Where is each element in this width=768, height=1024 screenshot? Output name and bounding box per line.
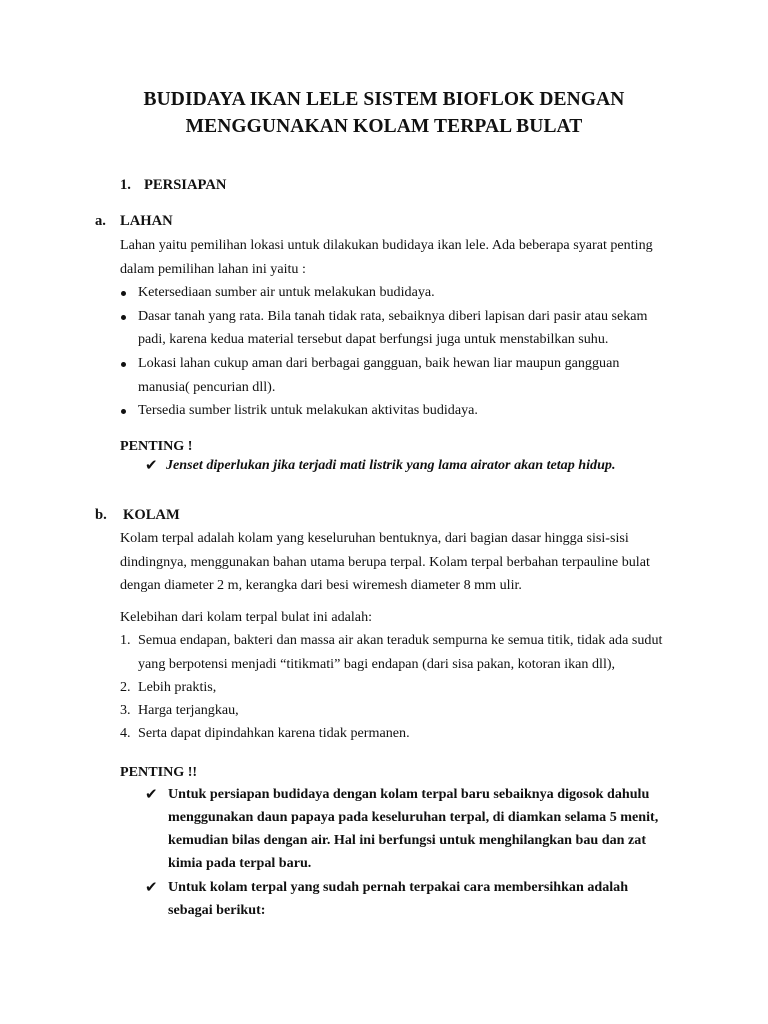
kolam-check-1-line-4: kimia pada terpal baru. xyxy=(168,855,312,871)
bullet-dot xyxy=(121,362,126,367)
kolam-note-heading: PENTING !! xyxy=(120,764,198,780)
subsection-marker-a: a. xyxy=(95,213,106,229)
kolam-para-line-2: dindingnya, menggunakan bahan utama berupa terpal. Kolam terpal berbahan terpauline bulat xyxy=(120,554,650,570)
kolam-check-2-line-2: sebagai berikut: xyxy=(168,902,266,918)
kolam-check-2-line-1: Untuk kolam terpal yang sudah pernah terpakai cara membersihkan adalah xyxy=(168,879,629,895)
lahan-bullet-4: Tersedia sumber listrik untuk melakukan aktivitas budidaya. xyxy=(138,402,478,418)
advantage-2: Lebih praktis, xyxy=(138,679,217,695)
kolam-para-line-1: Kolam terpal adalah kolam yang keseluruhan bentuknya, dari bagian dasar hingga sisi-sisi xyxy=(120,530,629,546)
advantage-4: Serta dapat dipindahkan karena tidak permanen. xyxy=(138,725,410,741)
advantage-1-line-1: Semua endapan, bakteri dan massa air akan teraduk sempurna ke semua titik, tidak ada sudut xyxy=(138,632,663,648)
subsection-heading-lahan: LAHAN xyxy=(120,213,173,229)
bullet-dot xyxy=(121,315,126,320)
section-heading: PERSIAPAN xyxy=(144,177,227,193)
kolam-advantages-intro: Kelebihan dari kolam terpal bulat ini adalah: xyxy=(120,609,373,625)
lahan-note-heading: PENTING ! xyxy=(120,438,193,454)
kolam-para-line-3: dengan diameter 2 m, kerangka dari besi wiremesh diameter 8 mm ulir. xyxy=(120,577,522,593)
section-number: 1. xyxy=(120,177,131,193)
subsection-marker-b: b. xyxy=(95,507,107,523)
lahan-intro-line-1: Lahan yaitu pemilihan lokasi untuk dilakukan budidaya ikan lele. Ada beberapa syarat penting xyxy=(120,237,653,253)
document-title-line-2: MENGGUNAKAN KOLAM TERPAL BULAT xyxy=(185,116,583,137)
bullet-dot xyxy=(121,291,126,296)
document-title-line-1: BUDIDAYA IKAN LELE SISTEM BIOFLOK DENGAN xyxy=(143,89,625,110)
kolam-check-1-line-3: kemudian bilas dengan air. Hal ini berfungsi untuk menghilangkan bau dan zat xyxy=(168,832,647,848)
lahan-intro-line-2: dalam pemilihan lahan ini yaitu : xyxy=(120,261,306,277)
bullet-dot xyxy=(121,409,126,414)
advantage-number: 3. xyxy=(120,702,131,718)
advantage-number: 2. xyxy=(120,679,131,695)
checkmark-icon: ✔ xyxy=(145,456,158,474)
checkmark-icon: ✔ xyxy=(145,878,158,896)
lahan-bullet-2-line-1: Dasar tanah yang rata. Bila tanah tidak rata, sebaiknya diberi lapisan dari pasir atau sekam xyxy=(138,308,648,324)
lahan-bullet-1: Ketersediaan sumber air untuk melakukan budidaya. xyxy=(138,284,435,300)
lahan-note-check: Jenset diperlukan jika terjadi mati listrik yang lama airator akan tetap hidup. xyxy=(166,457,616,473)
subsection-heading-kolam: KOLAM xyxy=(123,507,180,523)
advantage-1-line-2: yang berpotensi menjadi “titikmati” bagi endapan (dari sisa pakan, kotoran ikan dll), xyxy=(138,656,616,672)
lahan-bullet-3-line-1: Lokasi lahan cukup aman dari berbagai gangguan, baik hewan liar maupun gangguan xyxy=(138,355,620,371)
lahan-bullet-3-line-2: manusia( pencurian dll). xyxy=(138,379,276,395)
checkmark-icon: ✔ xyxy=(145,785,158,803)
kolam-check-1-line-2: menggunakan daun papaya pada keseluruhan terpal, di diamkan selama 5 menit, xyxy=(168,809,659,825)
advantage-3: Harga terjangkau, xyxy=(138,702,239,718)
advantage-number: 1. xyxy=(120,632,131,648)
advantage-number: 4. xyxy=(120,725,131,741)
lahan-bullet-2-line-2: padi, karena kedua material tersebut dapat berfungsi juga untuk menstabilkan suhu. xyxy=(138,331,609,347)
kolam-check-1-line-1: Untuk persiapan budidaya dengan kolam terpal baru sebaiknya digosok dahulu xyxy=(168,786,650,802)
